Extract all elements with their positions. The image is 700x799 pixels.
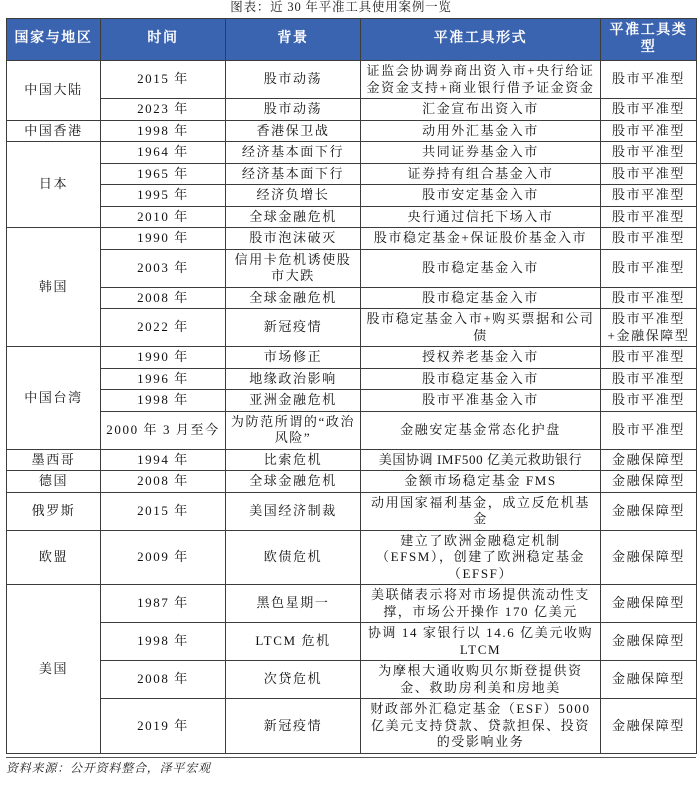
- tool-type-cell: 股市平准型: [601, 347, 697, 369]
- time-cell: 2008 年: [101, 661, 226, 699]
- tool-form-cell: 股市稳定基金入市+购买票据和公司债: [361, 309, 601, 347]
- header-tool-type: 平准工具类型: [601, 19, 697, 61]
- background-cell: 信用卡危机诱使股市大跌: [226, 249, 361, 287]
- region-cell: 德国: [7, 471, 101, 493]
- tool-type-cell: 股市平准型+金融保障型: [601, 309, 697, 347]
- tool-type-cell: 股市平准型: [601, 287, 697, 309]
- time-cell: 2023 年: [101, 99, 226, 121]
- header-region: 国家与地区: [7, 19, 101, 61]
- tool-type-cell: 金融保障型: [601, 623, 697, 661]
- tool-form-cell: 动用国家福利基金，成立反危机基金: [361, 492, 601, 530]
- tool-form-cell: 美联储表示将对市场提供流动性支撑，市场公开操作 170 亿美元: [361, 585, 601, 623]
- table-row: [7, 120, 697, 142]
- tool-type-cell: 金融保障型: [601, 699, 697, 754]
- table-row: [7, 661, 697, 699]
- tool-form-cell: 股市平准基金入市: [361, 390, 601, 412]
- time-cell: 2022 年: [101, 309, 226, 347]
- table-row: [7, 287, 697, 309]
- tool-form-cell: 金融安定基金常态化护盘: [361, 411, 601, 449]
- tool-type-cell: 金融保障型: [601, 449, 697, 471]
- tool-form-cell: 证监会协调券商出资入市+央行给证金资金支持+商业银行借予证金资金: [361, 61, 601, 99]
- background-cell: 全球金融危机: [226, 287, 361, 309]
- table-row: [7, 142, 697, 164]
- tool-type-cell: 金融保障型: [601, 530, 697, 585]
- tool-form-cell: 股市稳定基金入市: [361, 287, 601, 309]
- background-cell: 比索危机: [226, 449, 361, 471]
- tool-type-cell: 股市平准型: [601, 368, 697, 390]
- table-row: [7, 61, 697, 99]
- background-cell: 新冠疫情: [226, 699, 361, 754]
- time-cell: 1994 年: [101, 449, 226, 471]
- tool-form-cell: 央行通过信托下场入市: [361, 206, 601, 228]
- table-row: [7, 99, 697, 121]
- table-row: [7, 249, 697, 287]
- background-cell: 香港保卫战: [226, 120, 361, 142]
- tool-form-cell: 股市稳定基金+保证股价基金入市: [361, 228, 601, 250]
- time-cell: 1996 年: [101, 368, 226, 390]
- time-cell: 1998 年: [101, 120, 226, 142]
- region-cell: 中国香港: [7, 120, 101, 142]
- background-cell: 地缘政治影响: [226, 368, 361, 390]
- tool-form-cell: 协调 14 家银行以 14.6 亿美元收购 LTCM: [361, 623, 601, 661]
- table-row: [7, 309, 697, 347]
- tool-type-cell: 股市平准型: [601, 228, 697, 250]
- time-cell: 2010 年: [101, 206, 226, 228]
- region-cell: 美国: [7, 585, 101, 754]
- page-title: 图表：近 30 年平准工具使用案例一览: [230, 0, 452, 14]
- region-cell: 欧盟: [7, 530, 101, 585]
- tool-type-cell: 金融保障型: [601, 585, 697, 623]
- tool-type-cell: 股市平准型: [601, 185, 697, 207]
- header-time: 时间: [101, 19, 226, 61]
- table-row: [7, 390, 697, 412]
- background-cell: 股市动荡: [226, 61, 361, 99]
- time-cell: 2008 年: [101, 471, 226, 493]
- time-cell: 2000 年 3 月至今: [101, 411, 226, 449]
- tool-type-cell: 金融保障型: [601, 492, 697, 530]
- tool-form-cell: 授权养老基金入市: [361, 347, 601, 369]
- region-cell: 韩国: [7, 228, 101, 347]
- background-cell: 股市动荡: [226, 99, 361, 121]
- time-cell: 1995 年: [101, 185, 226, 207]
- tool-type-cell: 金融保障型: [601, 471, 697, 493]
- tool-type-cell: 股市平准型: [601, 61, 697, 99]
- time-cell: 2019 年: [101, 699, 226, 754]
- source-note: 资料来源：公开资料整合，泽平宏观: [6, 757, 696, 776]
- background-cell: 全球金融危机: [226, 471, 361, 493]
- region-cell: 俄罗斯: [7, 492, 101, 530]
- tool-type-cell: 金融保障型: [601, 661, 697, 699]
- tool-type-cell: 股市平准型: [601, 206, 697, 228]
- table-row: [7, 471, 697, 493]
- background-cell: 市场修正: [226, 347, 361, 369]
- tool-type-cell: 股市平准型: [601, 390, 697, 412]
- tool-form-cell: 股市稳定基金入市: [361, 249, 601, 287]
- time-cell: 2008 年: [101, 287, 226, 309]
- time-cell: 1964 年: [101, 142, 226, 164]
- tool-type-cell: 股市平准型: [601, 99, 697, 121]
- table-row: [7, 449, 697, 471]
- region-cell: 中国大陆: [7, 61, 101, 121]
- table-row: [7, 163, 697, 185]
- tool-form-cell: 美国协调 IMF500 亿美元救助银行: [361, 449, 601, 471]
- time-cell: 2003 年: [101, 249, 226, 287]
- table-row: [7, 699, 697, 754]
- tool-type-cell: 股市平准型: [601, 120, 697, 142]
- table-row: [7, 185, 697, 207]
- tool-form-cell: 证券持有组合基金入市: [361, 163, 601, 185]
- background-cell: 黑色星期一: [226, 585, 361, 623]
- header-background: 背景: [226, 19, 361, 61]
- background-cell: 为防范所谓的“政治风险”: [226, 411, 361, 449]
- background-cell: 股市泡沫破灭: [226, 228, 361, 250]
- time-cell: 1998 年: [101, 390, 226, 412]
- cases-table: [6, 18, 697, 754]
- header-tool-form: 平准工具形式: [361, 19, 601, 61]
- tool-form-cell: 财政部外汇稳定基金（ESF）5000 亿美元支持贷款、贷款担保、投资的受影响业务: [361, 699, 601, 754]
- table-row: [7, 411, 697, 449]
- tool-form-cell: 动用外汇基金入市: [361, 120, 601, 142]
- tool-form-cell: 共同证券基金入市: [361, 142, 601, 164]
- background-cell: 全球金融危机: [226, 206, 361, 228]
- tool-form-cell: 股市稳定基金入市: [361, 368, 601, 390]
- table-header-row: [7, 19, 697, 61]
- tool-form-cell: 为摩根大通收购贝尔斯登提供资金、救助房利美和房地美: [361, 661, 601, 699]
- tool-form-cell: 股市安定基金入市: [361, 185, 601, 207]
- background-cell: 美国经济制裁: [226, 492, 361, 530]
- time-cell: 1965 年: [101, 163, 226, 185]
- tool-form-cell: 建立了欧洲金融稳定机制（EFSM），创建了欧洲稳定基金（EFSF）: [361, 530, 601, 585]
- tool-type-cell: 股市平准型: [601, 249, 697, 287]
- background-cell: LTCM 危机: [226, 623, 361, 661]
- region-cell: 墨西哥: [7, 449, 101, 471]
- table-row: [7, 228, 697, 250]
- tool-type-cell: 股市平准型: [601, 411, 697, 449]
- time-cell: 2009 年: [101, 530, 226, 585]
- table-row: [7, 530, 697, 585]
- time-cell: 1990 年: [101, 228, 226, 250]
- background-cell: 经济负增长: [226, 185, 361, 207]
- background-cell: 欧债危机: [226, 530, 361, 585]
- table-row: [7, 368, 697, 390]
- region-cell: 日本: [7, 142, 101, 228]
- table-row: [7, 623, 697, 661]
- background-cell: 新冠疫情: [226, 309, 361, 347]
- time-cell: 2015 年: [101, 61, 226, 99]
- time-cell: 1987 年: [101, 585, 226, 623]
- time-cell: 1998 年: [101, 623, 226, 661]
- tool-type-cell: 股市平准型: [601, 163, 697, 185]
- time-cell: 2015 年: [101, 492, 226, 530]
- background-cell: 次贷危机: [226, 661, 361, 699]
- background-cell: 亚洲金融危机: [226, 390, 361, 412]
- table-row: [7, 492, 697, 530]
- tool-form-cell: 汇金宣布出资入市: [361, 99, 601, 121]
- table-row: [7, 585, 697, 623]
- background-cell: 经济基本面下行: [226, 163, 361, 185]
- tool-form-cell: 金额市场稳定基金 FMS: [361, 471, 601, 493]
- time-cell: 1990 年: [101, 347, 226, 369]
- region-cell: 中国台湾: [7, 347, 101, 450]
- tool-type-cell: 股市平准型: [601, 142, 697, 164]
- background-cell: 经济基本面下行: [226, 142, 361, 164]
- table-row: [7, 347, 697, 369]
- table-row: [7, 206, 697, 228]
